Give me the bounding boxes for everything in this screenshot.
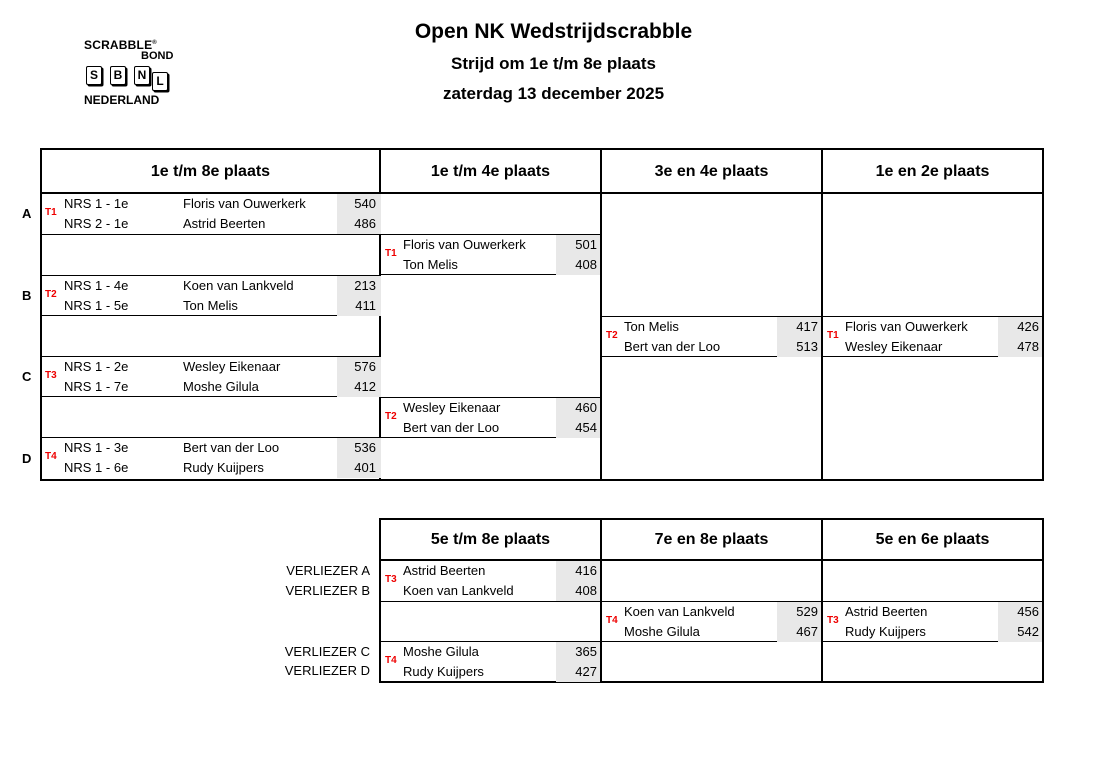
table-tag: T2: [606, 330, 618, 341]
player-name: Ton Melis: [403, 257, 458, 272]
match-row: [602, 622, 821, 642]
seed-label: NRS 1 - 3e: [64, 440, 129, 455]
logo-text-scrabble: SCRABBLE®: [84, 38, 157, 52]
player-name: Rudy Kuijpers: [403, 664, 484, 679]
match-row: [823, 317, 1042, 337]
seed-label: NRS 2 - 1e: [64, 216, 129, 231]
player-name: Koen van Lankveld: [403, 583, 514, 598]
score: 417: [796, 319, 818, 334]
column-header-5-8: 5e t/m 8e plaats: [430, 531, 551, 548]
score: 501: [575, 237, 597, 252]
table-tag: T1: [385, 248, 397, 259]
table-tag: T3: [827, 615, 839, 626]
match-row: [42, 194, 379, 214]
score: 529: [796, 604, 818, 619]
table-tag: T3: [385, 574, 397, 585]
player-name: Astrid Beerten: [183, 216, 266, 231]
match-row: [381, 581, 600, 601]
match-row: [42, 458, 379, 478]
event-date: zaterdag 13 december 2025: [442, 84, 665, 103]
scrabble-bond-logo: [80, 36, 176, 108]
match-row: [42, 276, 379, 296]
loser-label: VERLIEZER B: [285, 583, 370, 598]
logo-tile-s: S: [86, 66, 102, 85]
player-name: Wesley Eikenaar: [845, 339, 943, 354]
match-row: [381, 418, 600, 438]
player-name: Wesley Eikenaar: [403, 400, 501, 415]
row-letter: C: [22, 369, 32, 384]
score: 513: [796, 339, 818, 354]
match-round1-t4: [42, 437, 379, 478]
score: 427: [575, 664, 597, 679]
column-divider: [600, 148, 602, 481]
seed-label: NRS 1 - 2e: [64, 359, 129, 374]
match-row: [42, 214, 379, 234]
loser-label: VERLIEZER A: [286, 563, 370, 578]
seed-label: NRS 1 - 1e: [64, 196, 129, 211]
column-header-1-4: 1e t/m 4e plaats: [430, 163, 551, 180]
table-tag: T3: [45, 370, 57, 381]
table-tag: T2: [385, 411, 397, 422]
match-lower-semi-t4: [381, 641, 600, 682]
table-tag: T4: [606, 615, 618, 626]
score: 416: [575, 563, 597, 578]
table-tag: T4: [45, 451, 57, 462]
score: 467: [796, 624, 818, 639]
score: 576: [354, 359, 376, 374]
score: 408: [575, 257, 597, 272]
score: 486: [354, 216, 376, 231]
match-row: [381, 561, 600, 581]
match-row: [42, 377, 379, 397]
player-name: Bert van der Loo: [403, 420, 500, 435]
match-row: [602, 317, 821, 337]
player-name: Floris van Ouwerkerk: [183, 196, 306, 211]
score: 542: [1017, 624, 1039, 639]
player-name: Floris van Ouwerkerk: [403, 237, 526, 252]
match-fifth-place: [823, 601, 1042, 642]
player-name: Koen van Lankveld: [183, 278, 294, 293]
player-name: Moshe Gilula: [403, 644, 479, 659]
score: 365: [575, 644, 597, 659]
match-row: [823, 602, 1042, 622]
match-row: [42, 357, 379, 377]
player-name: Wesley Eikenaar: [183, 359, 281, 374]
player-name: Rudy Kuijpers: [183, 460, 264, 475]
score: 408: [575, 583, 597, 598]
match-final: [823, 316, 1042, 357]
row-letter: D: [22, 451, 32, 466]
player-name: Moshe Gilula: [624, 624, 700, 639]
score: 478: [1017, 339, 1039, 354]
match-round1-t3: [42, 356, 379, 397]
score: 401: [354, 460, 376, 475]
column-divider: [821, 148, 823, 481]
score: 412: [354, 379, 376, 394]
score: 426: [1017, 319, 1039, 334]
player-name: Floris van Ouwerkerk: [845, 319, 968, 334]
score: 540: [354, 196, 376, 211]
score: 454: [575, 420, 597, 435]
match-row: [823, 337, 1042, 357]
score: 460: [575, 400, 597, 415]
logo-tile-n: N: [134, 66, 150, 85]
table-tag: T1: [827, 330, 839, 341]
score: 536: [354, 440, 376, 455]
column-header-1-2: 1e en 2e plaats: [875, 163, 990, 180]
match-semi-t2: [381, 397, 600, 438]
row-letter: B: [22, 288, 32, 303]
match-row: [381, 235, 600, 255]
column-header-5-6: 5e en 6e plaats: [875, 531, 990, 548]
logo-tile-b: B: [110, 66, 126, 85]
match-semi-t1: [381, 234, 600, 275]
match-row: [42, 296, 379, 316]
logo-text-bond: BOND: [141, 50, 174, 62]
match-round1-t2: [42, 275, 379, 316]
player-name: Moshe Gilula: [183, 379, 259, 394]
match-row: [602, 337, 821, 357]
player-name: Bert van der Loo: [183, 440, 280, 455]
match-row: [381, 255, 600, 275]
seed-label: NRS 1 - 6e: [64, 460, 129, 475]
match-row: [42, 438, 379, 458]
score: 213: [354, 278, 376, 293]
match-round1-t1: [42, 194, 379, 235]
column-header-1-8: 1e t/m 8e plaats: [150, 163, 271, 180]
table-tag: T1: [45, 207, 57, 218]
match-row: [381, 642, 600, 662]
score: 456: [1017, 604, 1039, 619]
player-name: Ton Melis: [624, 319, 679, 334]
row-letter: A: [22, 206, 32, 221]
player-name: Koen van Lankveld: [624, 604, 735, 619]
player-name: Astrid Beerten: [403, 563, 486, 578]
player-name: Ton Melis: [183, 298, 238, 313]
loser-label: VERLIEZER C: [284, 644, 370, 659]
score: 411: [355, 298, 376, 313]
seed-label: NRS 1 - 7e: [64, 379, 129, 394]
logo-text-nederland: NEDERLAND: [84, 93, 160, 107]
seed-label: NRS 1 - 4e: [64, 278, 129, 293]
column-header-7-8: 7e en 8e plaats: [654, 531, 769, 548]
player-name: Bert van der Loo: [624, 339, 721, 354]
match-row: [602, 602, 821, 622]
match-row: [823, 622, 1042, 642]
match-seventh-place: [602, 601, 821, 642]
match-row: [381, 662, 600, 682]
table-tag: T2: [45, 289, 57, 300]
match-lower-semi-t3: [381, 561, 600, 602]
loser-label: VERLIEZER D: [284, 663, 370, 678]
match-third-place: [602, 316, 821, 357]
logo-tile-l: L: [152, 72, 168, 91]
column-header-3-4: 3e en 4e plaats: [654, 163, 769, 180]
page-title: Open NK Wedstrijdscrabble: [414, 20, 693, 43]
player-name: Astrid Beerten: [845, 604, 928, 619]
match-row: [381, 398, 600, 418]
table-tag: T4: [385, 655, 397, 666]
page-subtitle: Strijd om 1e t/m 8e plaats: [450, 54, 656, 73]
seed-label: NRS 1 - 5e: [64, 298, 129, 313]
player-name: Rudy Kuijpers: [845, 624, 926, 639]
